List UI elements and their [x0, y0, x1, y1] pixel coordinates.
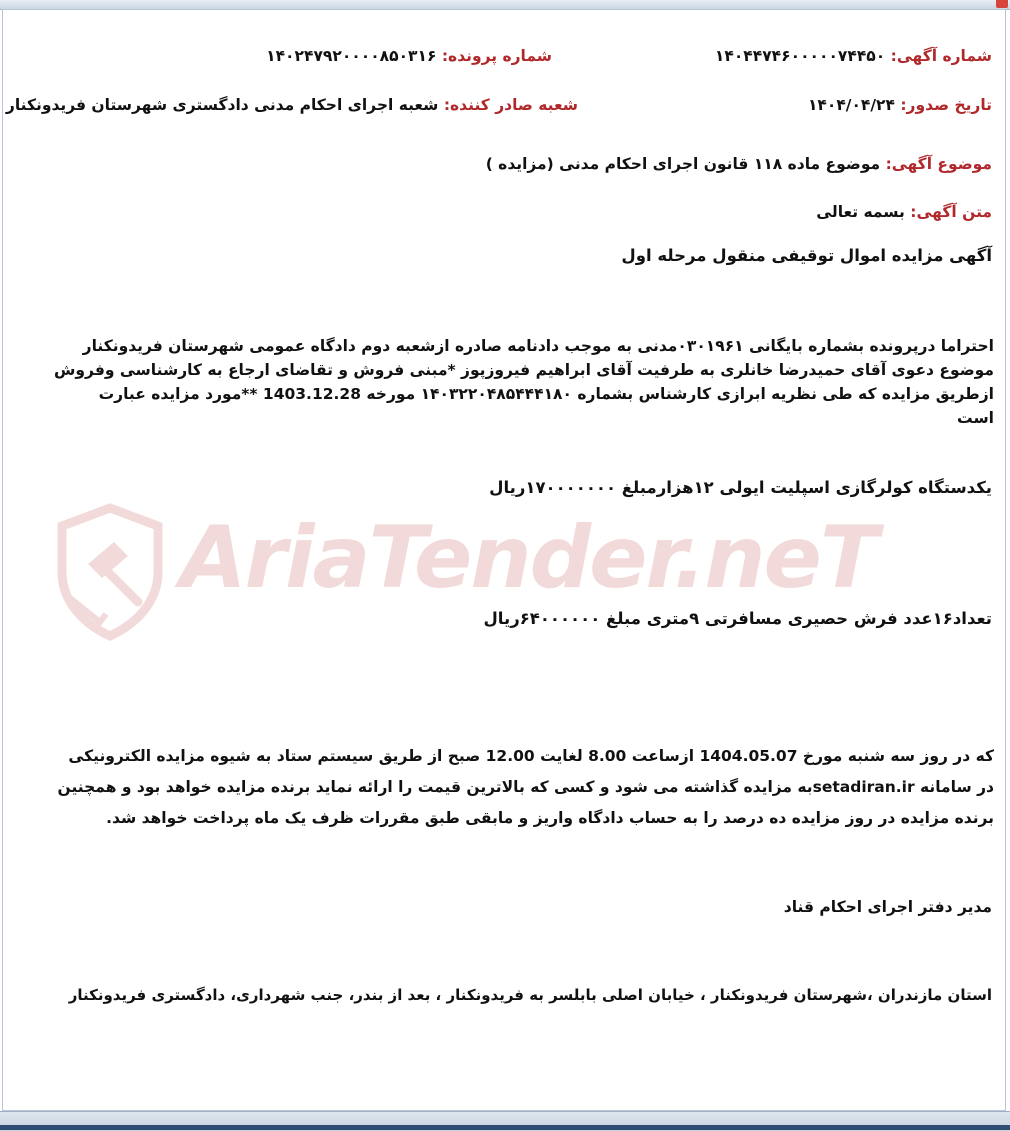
case-number-label: شماره پرونده: — [441, 47, 552, 65]
taskbar-strip — [0, 1125, 1010, 1130]
auction-item-1: یکدستگاه کولرگازی اسپلیت ایولی ۱۲هزارمبلغ ۱۷۰۰۰۰۰۰۰ریال — [489, 478, 992, 497]
issuing-branch-value: شعبه اجرای احکام مدنی دادگستری شهرستان فریدونکنار — [5, 96, 439, 114]
paragraph-1-line: موضوع دعوی آقای حمیدرضا خانلری به طرفیت آقای ابراهیم فیروزپوز *مبنی فروش و تقاضای ارجاع به کارشناسی وفروش — [54, 361, 994, 379]
notice-paragraph-2 — [39, 741, 994, 834]
case-number-value: ۱۴۰۲۴۷۹۲۰۰۰۰۸۵۰۳۱۶ — [266, 47, 437, 65]
watermark-text: AriaTender.neT — [180, 508, 877, 608]
case-number-row — [266, 47, 552, 65]
ad-number-label: شماره آگهی: — [890, 47, 992, 65]
issuing-branch-label: شعبه صادر کننده: — [443, 96, 578, 114]
issue-date-label: تاریخ صدور: — [900, 96, 992, 114]
text-value: بسمه تعالی — [816, 203, 905, 221]
paragraph-2-line: برنده مزایده در روز مزایده ده درصد را به حساب دادگاه واریز و مابقی طبق مقررات ظرف یک ماه پرداخت خواهد شد. — [106, 809, 994, 827]
shield-gavel-icon — [50, 502, 170, 642]
paragraph-1-line: است — [957, 409, 994, 427]
subject-label: موضوع آگهی: — [885, 155, 992, 173]
close-icon[interactable] — [996, 0, 1008, 8]
notice-paragraph-1 — [39, 334, 994, 430]
ad-number-value: ۱۴۰۴۴۷۴۶۰۰۰۰۰۷۴۴۵۰ — [714, 47, 886, 65]
text-label: متن آگهی: — [910, 203, 992, 221]
issue-date-row — [808, 96, 992, 114]
issue-date-value: ۱۴۰۴/۰۴/۲۴ — [807, 96, 895, 114]
text-row — [816, 203, 992, 221]
issuing-branch-row — [6, 96, 578, 114]
address: استان مازندران ،شهرستان فریدونکنار ، خیابان اصلی بابلسر به فریدونکنار ، بعد از بندر، جنب شهرداری، دادگستری فریدونکنار — [68, 986, 992, 1004]
signature: مدیر دفتر اجرای احکام قناد — [783, 898, 992, 916]
paragraph-1-line: احتراما درپرونده بشماره بایگانی ۰۳۰۱۹۶۱مدنی به موجب دادنامه صادره ازشعبه دوم دادگاه عمومی شهرستان فریدونکنار — [82, 337, 994, 355]
ad-number-row — [715, 47, 992, 65]
paragraph-1-line: ازطریق مزایده که طی نظریه ابرازی کارشناس بشماره ۱۴۰۳۲۲۰۴۸۵۴۴۴۱۸۰ مورخه 1403.12.28 **مورد مزایده عبارت — [98, 385, 994, 403]
subject-row — [486, 155, 992, 173]
paragraph-2-line: در سامانه setadiran.irبه مزایده گذاشته می شود و کسی که بالاترین قیمت را ارائه نماید برنده مزایده خواهد بود و همچنین — [57, 778, 994, 796]
paragraph-2-line: که در روز سه شنبه مورخ 1404.05.07 ازساعت 8.00 لغایت 12.00 صبح از طریق سیستم ستاد به شیوه مزایده الکترونیکی — [68, 747, 994, 765]
subject-value: موضوع ماده ۱۱۸ قانون اجرای احکام مدنی (مزایده ) — [485, 155, 881, 173]
auction-item-2: تعداد۱۶عدد فرش حصیری مسافرتی ۹متری مبلغ ۶۴۰۰۰۰۰۰ریال — [483, 609, 992, 628]
notice-heading: آگهی مزایده اموال توقیفی منقول مرحله اول — [621, 246, 992, 265]
